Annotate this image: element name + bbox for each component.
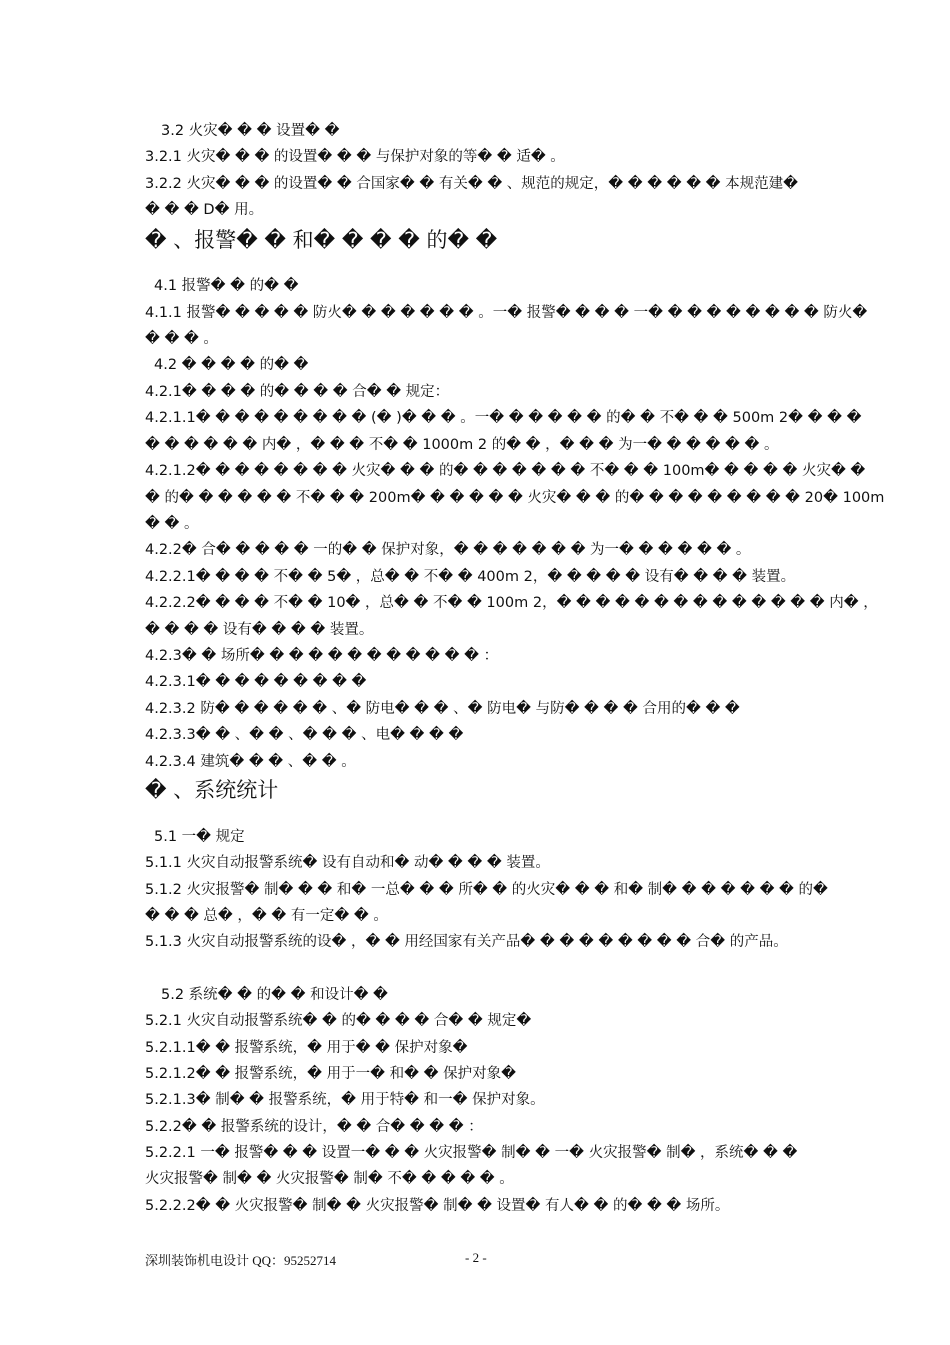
clause-3-2-1: 3.2.1 火灾� � � 的设置� � � 与保护对象的等� � 适� 。 bbox=[145, 149, 565, 165]
clause-5-2-2-1-cont: 火灾报警� 制� � 火灾报警� 制� 不� � � � � 。 bbox=[145, 1171, 514, 1187]
clause-4-2-1-1-cont: � � � � � � 内� ，� � � 不� � 1000m 2 的� � ，� � � 为一� � � � � � 。 bbox=[145, 437, 779, 453]
clause-4-2-2-1: 4.2.2.1� � � � 不� � 5� ，总� � 不� � 400m 2，� � � � � 设有� � � � 装置。 bbox=[145, 569, 796, 585]
clause-4-2-1-1: 4.2.1.1� � � � � � � � � (� )� � � 。一� � � � � � 的� � 不� � � 500m 2� � � � bbox=[145, 410, 862, 426]
clause-4-2-3-2: 4.2.3.2 防� � � � � � 、� 防电� � � 、� 防电� 与防� � � � 合用的� � � bbox=[145, 701, 740, 717]
chapter-4-heading: � 、报警� � 和� � � � 的� � bbox=[145, 228, 498, 252]
clause-5-2-2-1: 5.2.2.1 一� 报警� � � 设置一� � � 火灾报警� 制� � 一� 火灾报警� 制� ，系统� � � bbox=[145, 1145, 798, 1161]
chapter-5-heading: � 、系统统计 bbox=[145, 778, 279, 802]
footer-company: 深圳装饰机电设计 QQ：95252714 bbox=[145, 1253, 337, 1268]
section-5-2-title: 5.2 系统� � 的� � 和设计� � bbox=[161, 987, 388, 1003]
clause-4-2-3-4: 4.2.3.4 建筑� � � 、� � 。 bbox=[145, 754, 356, 770]
clause-5-1-1: 5.1.1 火灾自动报警系统� 设有自动和� 动� � � � 装置。 bbox=[145, 855, 550, 871]
clause-4-2-2-2-cont: � � � � 设有� � � � 装置。 bbox=[145, 622, 374, 638]
clause-5-2-2: 5.2.2� � 报警系统的设计，� � 合� � � � ： bbox=[145, 1119, 483, 1135]
footer-page-number: - 2 - bbox=[465, 1250, 487, 1265]
clause-5-2-1-1: 5.2.1.1� � 报警系统，� 用于� � 保护对象� bbox=[145, 1040, 468, 1056]
clause-5-2-1-2: 5.2.1.2� � 报警系统，� 用于一� 和� � 保护对象� bbox=[145, 1066, 516, 1082]
clause-4-1-1-cont: � � � 。 bbox=[145, 331, 218, 347]
clause-3-2-2: 3.2.2 火灾� � � 的设置� � 合国家� � 有关� � 、规范的规定，� � � � � � 本规范建� bbox=[145, 176, 799, 192]
section-4-1-title: 4.1 报警� � 的� � bbox=[154, 278, 299, 294]
clause-4-2-1-2: 4.2.1.2� � � � � � � � 火灾� � � 的� � � � � � � 不� � � 100m� � � � � 火灾� � bbox=[145, 463, 866, 479]
clause-4-2-1-2-cont2: � � 。 bbox=[145, 516, 199, 532]
clause-4-2-1: 4.2.1� � � � 的� � � � 合� � 规定： bbox=[145, 384, 450, 400]
section-3-2-title: 3.2 火灾� � � 设置� � bbox=[161, 123, 340, 139]
clause-4-2-2: 4.2.2� 合� � � � � 一的� � 保护对象，� � � � � � � 为一� � � � � � 。 bbox=[145, 542, 751, 558]
clause-5-2-1-3: 5.2.1.3� 制� � 报警系统，� 用于特� 和一� 保护对象。 bbox=[145, 1092, 545, 1108]
clause-5-1-2: 5.1.2 火灾报警� 制� � � 和� 一总� � � 所� � 的火灾� � � 和� 制� � � � � � � 的� bbox=[145, 882, 828, 898]
clause-5-1-2-cont: � � � 总� ，� � 有一定� � 。 bbox=[145, 908, 388, 924]
clause-4-1-1: 4.1.1 报警� � � � � 防火� � � � � � � 。一� 报警� � � � 一� � � � � � � � � 防火� bbox=[145, 305, 868, 321]
clause-4-2-3-3: 4.2.3.3� � 、� � 、� � � 、电� � � � bbox=[145, 727, 464, 743]
clause-5-2-1: 5.2.1 火灾自动报警系统� � 的� � � � 合� � 规定� bbox=[145, 1013, 532, 1029]
section-4-2-title: 4.2 � � � � 的� � bbox=[154, 357, 309, 373]
clause-4-2-3-1: 4.2.3.1� � � � � � � � � bbox=[145, 674, 367, 690]
clause-3-2-2-cont: � � � D� 用。 bbox=[145, 202, 264, 218]
clause-5-2-2-2: 5.2.2.2� � 火灾报警� 制� � 火灾报警� 制� � 设置� 有人� � 的� � � 场所。 bbox=[145, 1198, 730, 1214]
section-5-1-title: 5.1 一� 规定 bbox=[154, 829, 245, 845]
clause-5-1-3: 5.1.3 火灾自动报警系统的设� ，� � 用经国家有关产品� � � � � � � � � 合� 的产品。 bbox=[145, 934, 788, 950]
clause-4-2-3: 4.2.3� � 场所� � � � � � � � � � � � ： bbox=[145, 648, 499, 664]
clause-4-2-2-2: 4.2.2.2� � � � 不� � 10� ，总� � 不� � 100m 2，� � � � � � � � � � � � � � 内� ， bbox=[145, 595, 878, 611]
clause-4-2-1-2-cont: � 的� � � � � � 不� � � 200m� � � � � � 火灾� � � 的� � � � � � � � � 20� 100m bbox=[145, 490, 885, 506]
